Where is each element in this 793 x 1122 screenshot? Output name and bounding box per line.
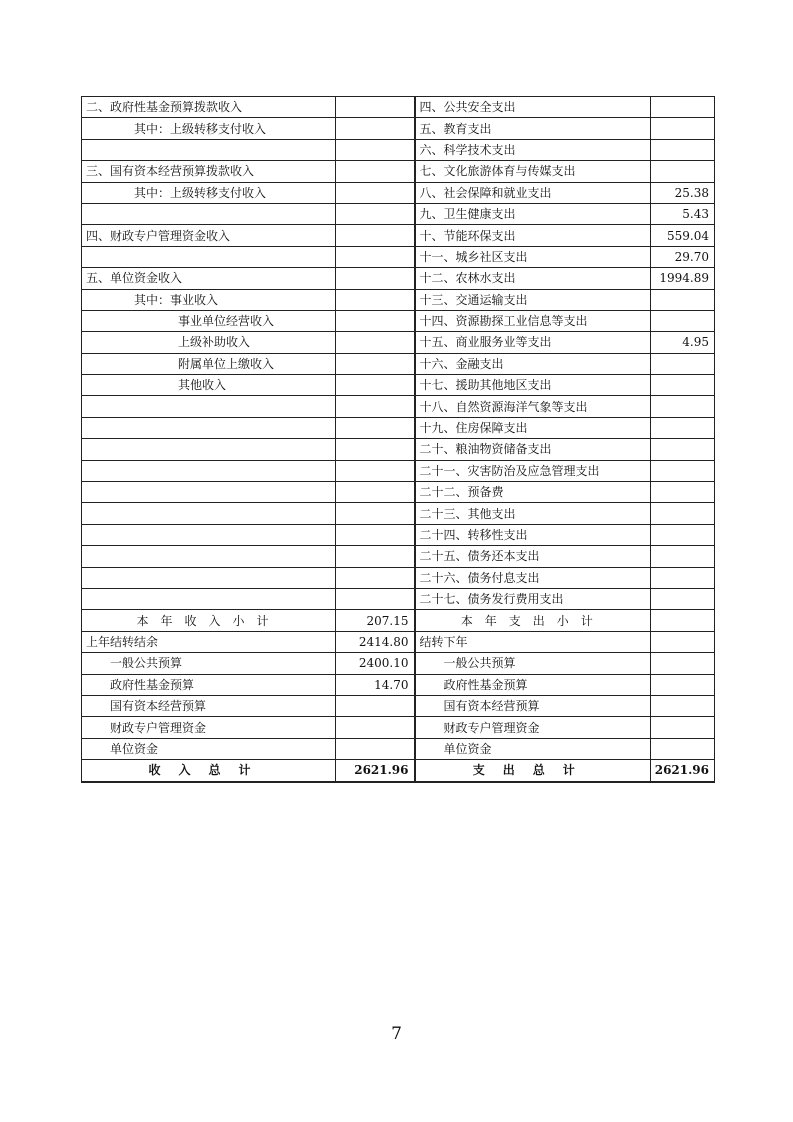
income-item-amount: [336, 246, 415, 267]
table-row: [82, 225, 715, 246]
expense-item-label: 六、科学技术支出: [415, 139, 651, 160]
expense-item-label: 二十五、债务还本支出: [415, 546, 651, 567]
income-item-amount: [336, 310, 415, 331]
income-item-label: 四、财政专户管理资金收入: [82, 225, 336, 246]
expense-item-amount: 1994.89: [651, 268, 715, 289]
table-row: [82, 631, 715, 652]
income-item-label: 附属单位上缴收入: [82, 353, 336, 374]
expense-item-amount: [651, 417, 715, 438]
income-item-label: [82, 460, 336, 481]
income-item-amount: [336, 439, 415, 460]
expense-item-label: 二十四、转移性支出: [415, 524, 651, 545]
income-item-label: [82, 482, 336, 503]
table-row: [82, 289, 715, 310]
table-row: [82, 246, 715, 267]
expense-item-amount: [651, 439, 715, 460]
expense-item-amount: [651, 567, 715, 588]
income-item-amount: [336, 225, 415, 246]
income-item-amount: [336, 524, 415, 545]
table-row: [82, 567, 715, 588]
income-item-label: [82, 439, 336, 460]
income-item-amount: [336, 738, 415, 759]
expense-total-amount: 2621.96: [651, 760, 715, 782]
income-item-label: [82, 246, 336, 267]
expense-item-label: 二十三、其他支出: [415, 503, 651, 524]
total-row: [82, 760, 715, 782]
table-row: [82, 375, 715, 396]
income-item-amount: 207.15: [336, 610, 415, 631]
expense-item-label: 十七、援助其他地区支出: [415, 375, 651, 396]
expense-item-label: 十四、资源勘探工业信息等支出: [415, 310, 651, 331]
expense-item-label: 政府性基金预算: [415, 674, 651, 695]
expense-item-amount: [651, 375, 715, 396]
expense-item-amount: [651, 695, 715, 716]
table-row: [82, 653, 715, 674]
income-item-amount: [336, 717, 415, 738]
income-item-amount: [336, 546, 415, 567]
expense-item-label: 单位资金: [415, 738, 651, 759]
expense-item-label: 四、公共安全支出: [415, 97, 651, 118]
expense-item-amount: [651, 289, 715, 310]
budget-table-container: [81, 96, 714, 783]
income-item-label: 财政专户管理资金: [82, 717, 336, 738]
expense-item-amount: [651, 717, 715, 738]
table-row: [82, 503, 715, 524]
income-item-amount: 14.70: [336, 674, 415, 695]
table-row: [82, 161, 715, 182]
income-item-label: 其中：上级转移支付收入: [82, 182, 336, 203]
expense-item-amount: 5.43: [651, 203, 715, 224]
expense-item-amount: [651, 653, 715, 674]
income-item-amount: [336, 567, 415, 588]
expense-item-amount: 4.95: [651, 332, 715, 353]
income-item-label: 事业单位经营收入: [82, 310, 336, 331]
income-item-label: [82, 567, 336, 588]
income-item-amount: [336, 353, 415, 374]
table-row: [82, 396, 715, 417]
expense-item-amount: 29.70: [651, 246, 715, 267]
table-row: [82, 482, 715, 503]
income-item-label: [82, 503, 336, 524]
expense-item-amount: [651, 482, 715, 503]
expense-item-label: 本年支出小计: [415, 610, 651, 631]
income-item-amount: [336, 332, 415, 353]
income-item-label: 其他收入: [82, 375, 336, 396]
expense-item-label: 二十七、债务发行费用支出: [415, 588, 651, 609]
expense-item-label: 十六、金融支出: [415, 353, 651, 374]
expense-item-amount: [651, 97, 715, 118]
income-item-amount: [336, 503, 415, 524]
table-row: [82, 674, 715, 695]
income-item-amount: [336, 375, 415, 396]
expense-item-amount: [651, 546, 715, 567]
income-item-amount: [336, 97, 415, 118]
expense-item-label: 一般公共预算: [415, 653, 651, 674]
expense-item-amount: [651, 524, 715, 545]
table-row: [82, 332, 715, 353]
expense-item-label: 十八、自然资源海洋气象等支出: [415, 396, 651, 417]
income-item-amount: [336, 695, 415, 716]
income-item-label: 上年结转结余: [82, 631, 336, 652]
expense-item-label: 十九、住房保障支出: [415, 417, 651, 438]
income-item-label: 国有资本经营预算: [82, 695, 336, 716]
expense-item-amount: [651, 161, 715, 182]
expense-item-label: 二十六、债务付息支出: [415, 567, 651, 588]
income-total-amount: 2621.96: [336, 760, 415, 782]
income-item-label: 单位资金: [82, 738, 336, 759]
expense-item-amount: [651, 631, 715, 652]
expense-item-label: 二十一、灾害防治及应急管理支出: [415, 460, 651, 481]
income-item-label: [82, 524, 336, 545]
expense-total-label: 支出总计: [415, 760, 651, 782]
income-item-amount: [336, 268, 415, 289]
income-item-amount: [336, 139, 415, 160]
table-row: [82, 353, 715, 374]
table-row: [82, 118, 715, 139]
table-row: [82, 524, 715, 545]
income-item-label: [82, 203, 336, 224]
table-row: [82, 695, 715, 716]
expense-item-label: 八、社会保障和就业支出: [415, 182, 651, 203]
table-row: [82, 588, 715, 609]
table-row: [82, 439, 715, 460]
expense-item-label: 二十二、预备费: [415, 482, 651, 503]
table-row: [82, 268, 715, 289]
expense-item-amount: [651, 738, 715, 759]
expense-item-label: 十、节能环保支出: [415, 225, 651, 246]
income-item-amount: [336, 289, 415, 310]
expense-item-label: 十一、城乡社区支出: [415, 246, 651, 267]
expense-item-amount: [651, 610, 715, 631]
expense-item-label: 国有资本经营预算: [415, 695, 651, 716]
expense-item-amount: 25.38: [651, 182, 715, 203]
expense-item-amount: [651, 139, 715, 160]
income-item-label: 上级补助收入: [82, 332, 336, 353]
income-item-label: [82, 546, 336, 567]
expense-item-amount: [651, 118, 715, 139]
table-row: [82, 139, 715, 160]
income-item-amount: [336, 482, 415, 503]
expense-item-label: 七、文化旅游体育与传媒支出: [415, 161, 651, 182]
expense-item-label: 十三、交通运输支出: [415, 289, 651, 310]
income-item-label: 政府性基金预算: [82, 674, 336, 695]
income-total-label: 收入总计: [82, 760, 336, 782]
income-item-amount: 2400.10: [336, 653, 415, 674]
expense-item-amount: [651, 460, 715, 481]
income-item-amount: [336, 161, 415, 182]
income-item-label: 二、政府性基金预算拨款收入: [82, 97, 336, 118]
expense-item-amount: [651, 588, 715, 609]
income-item-amount: 2414.80: [336, 631, 415, 652]
table-row: [82, 417, 715, 438]
income-item-label: 其中：事业收入: [82, 289, 336, 310]
expense-item-amount: [651, 310, 715, 331]
expense-item-label: 十二、农林水支出: [415, 268, 651, 289]
table-row: [82, 738, 715, 759]
expense-item-label: 九、卫生健康支出: [415, 203, 651, 224]
income-item-label: 三、国有资本经营预算拨款收入: [82, 161, 336, 182]
page-number: 7: [391, 1024, 402, 1044]
expense-item-amount: [651, 674, 715, 695]
income-item-amount: [336, 118, 415, 139]
budget-table-body: [82, 97, 715, 782]
income-item-amount: [336, 588, 415, 609]
table-row: [82, 460, 715, 481]
income-item-amount: [336, 417, 415, 438]
expense-item-amount: 559.04: [651, 225, 715, 246]
income-item-label: [82, 396, 336, 417]
income-item-label: 五、单位资金收入: [82, 268, 336, 289]
income-item-label: [82, 417, 336, 438]
table-row: [82, 610, 715, 631]
table-row: [82, 717, 715, 738]
table-row: [82, 182, 715, 203]
table-row: [82, 310, 715, 331]
budget-table: [81, 96, 715, 783]
income-item-label: 其中：上级转移支付收入: [82, 118, 336, 139]
expense-item-label: 结转下年: [415, 631, 651, 652]
income-item-label: 一般公共预算: [82, 653, 336, 674]
expense-item-amount: [651, 353, 715, 374]
income-item-amount: [336, 182, 415, 203]
expense-item-label: 二十、粮油物资储备支出: [415, 439, 651, 460]
table-row: [82, 203, 715, 224]
expense-item-amount: [651, 503, 715, 524]
expense-item-label: 十五、商业服务业等支出: [415, 332, 651, 353]
income-item-label: 本年收入小计: [82, 610, 336, 631]
income-item-label: [82, 139, 336, 160]
income-item-amount: [336, 396, 415, 417]
expense-item-label: 财政专户管理资金: [415, 717, 651, 738]
expense-item-label: 五、教育支出: [415, 118, 651, 139]
income-item-label: [82, 588, 336, 609]
table-row: [82, 97, 715, 118]
income-item-amount: [336, 460, 415, 481]
income-item-amount: [336, 203, 415, 224]
expense-item-amount: [651, 396, 715, 417]
table-row: [82, 546, 715, 567]
